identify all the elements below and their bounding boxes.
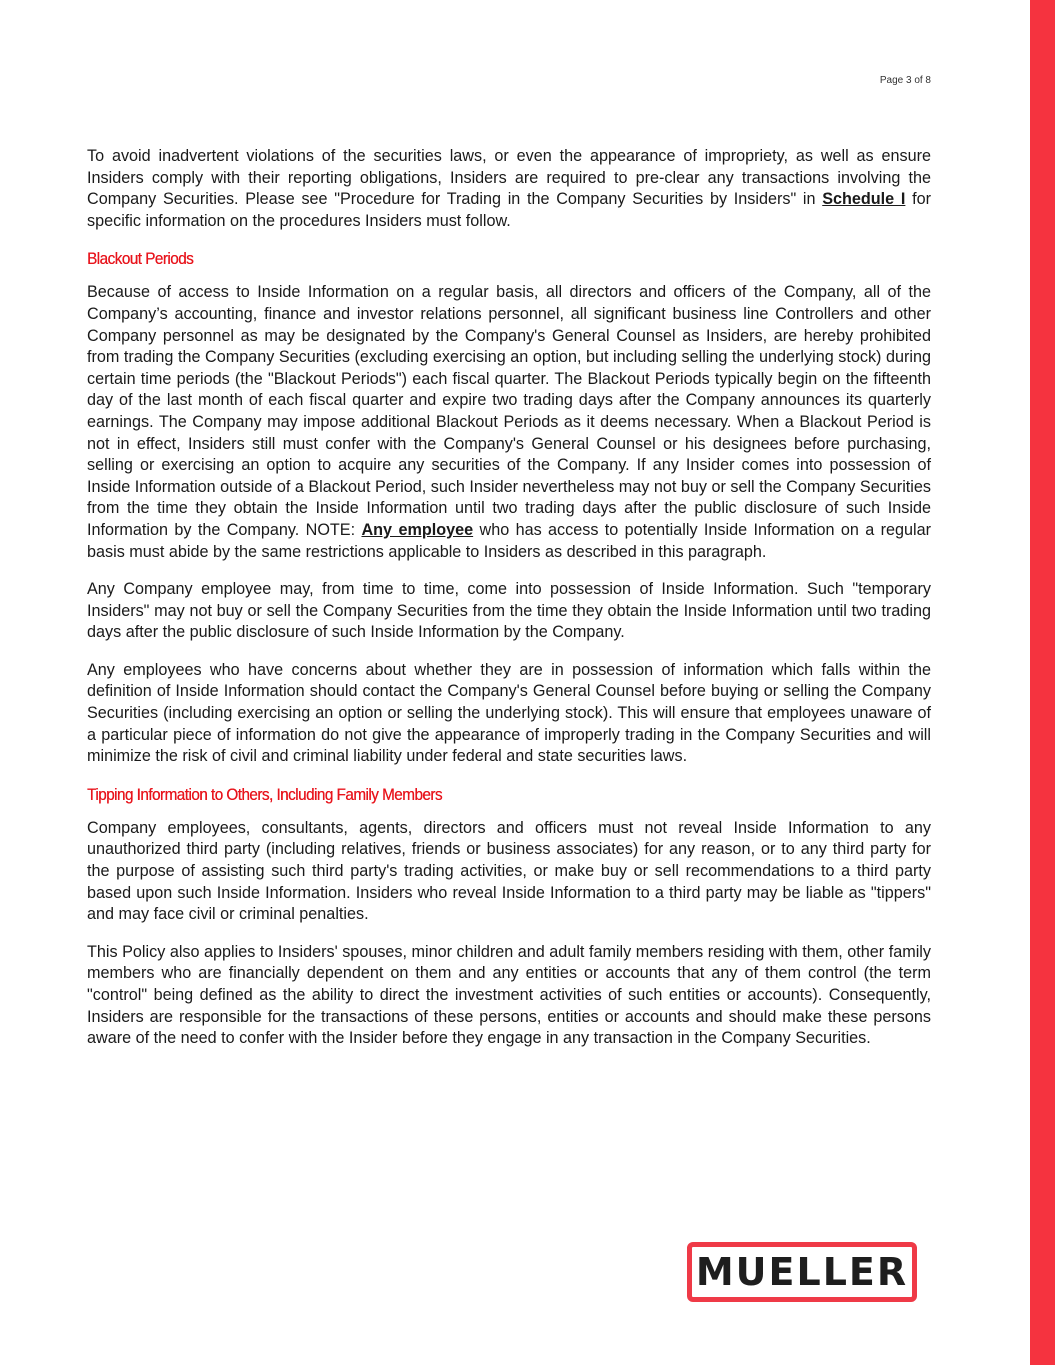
- paragraph-tipping: Company employees, consultants, agents, directors and officers must not reveal Inside Information to any unauthorized third party (including relatives, friends or business associates) for any reason, or to any third party for the purpose of assisting such third party's trading activities, or make buy or sell recommendations to a third party based upon such Inside Information. Insiders who reveal Inside Information to a third party may be liable as "tippers" and may face civil or criminal penalties.: [87, 818, 931, 924]
- schedule-i-link[interactable]: Schedule I: [822, 190, 906, 209]
- paragraph-text: To avoid inadvertent violations of the securities laws, or even the appearance of impropriety, as well as ensure Insiders comply with their reporting obligations, Insiders are required to pre-clear any transactions involving the Company Securities. Please see "Procedure for Trading in the Company Securities by Insiders" in: [87, 147, 931, 209]
- page-number: Page 3 of 8: [879, 75, 931, 86]
- paragraph-temporary-insiders: Any Company employee may, from time to time, come into possession of Inside Information. Such "temporary Insiders" may not buy or sell the Company Securities from the time they obtain the Inside Information until two trading days after the public disclosure of such Inside Information by the Company.: [87, 580, 931, 642]
- heading-tipping-information: Tipping Information to Others, Including Family Members: [87, 784, 442, 804]
- paragraph-concerns: Any employees who have concerns about whether they are in possession of information which falls within the definition of Inside Information should contact the Company's General Counsel before buying or selling the Company Securities (including exercising an option or selling the underlying stock). This will ensure that employees unaware of a particular piece of information do not give the appearance of improperly trading in the Company Securities and will minimize the risk of civil and criminal liability under federal and state securities laws.: [87, 660, 931, 766]
- paragraph-text: Because of access to Inside Information on a regular basis, all directors and officers of the Company, all of the Company’s accounting, finance and investor relations personnel, all significant business line Controllers and other Company personnel as may be designated by the Company's General Counsel as Insiders, are hereby prohibited from trading the Company Securities (excluding exercising an option, but including selling the underlying stock) during certain time periods (the "Blackout Periods") each fiscal quarter. The Blackout Periods typically begin on the fifteenth day of the last month of each fiscal quarter and expire two trading days after the Company announces its quarterly earnings. The Company may impose additional Blackout Periods as it deems necessary. When a Blackout Period is not in effect, Insiders still must confer with the Company's General Counsel or his designees before purchasing, selling or exercising an option to acquire any securities of the Company. If any Insider comes into possession of Inside Information outside of a Blackout Period, such Insider nevertheless may not buy or sell the Company Securities from the time they obtain the Inside Information until two trading days after the public disclosure of such Inside Information by the Company. NOTE:: [87, 283, 931, 539]
- document-body: [87, 146, 931, 1066]
- any-employee-link[interactable]: Any employee: [361, 520, 474, 539]
- mueller-logo: MUELLER: [687, 1242, 917, 1302]
- heading-blackout-periods: Blackout Periods: [87, 249, 194, 269]
- paragraph-text: who has access to potentially Inside Information on a regular basis must abide by the same restrictions applicable to Insiders as described in this paragraph.: [87, 520, 931, 561]
- paragraph-text: for specific information on the procedures Insiders must follow.: [87, 190, 931, 230]
- paragraph-family-members: This Policy also applies to Insiders' spouses, minor children and adult family members residing with them, other family members who are financially dependent on them and any entities or accounts that any of them control (the term "control" being defined as the ability to direct the investment activities of such entities or accounts). Consequently, Insiders are responsible for the transactions of these persons, entities or accounts and should make these persons aware of the need to confer with the Insider before they engage in any transaction in the Company Securities.: [87, 942, 931, 1048]
- paragraph-blackout: [87, 282, 931, 563]
- paragraph-preclearance: [87, 146, 931, 232]
- side-accent-stripe: [1030, 0, 1055, 1365]
